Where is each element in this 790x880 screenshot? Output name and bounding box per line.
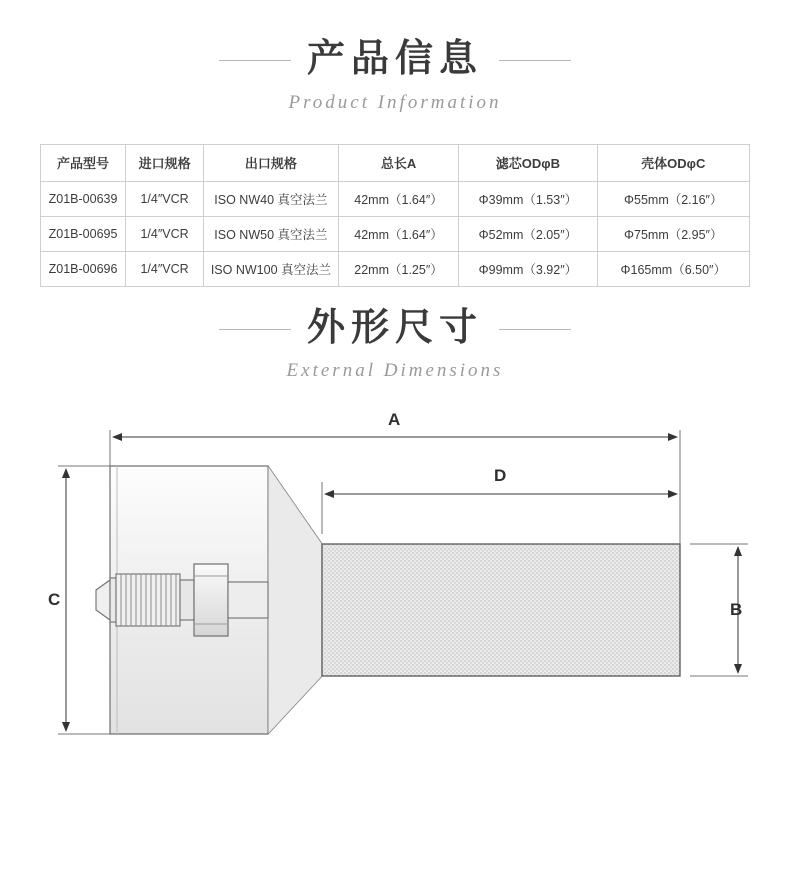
table-cell: Z01B-00696: [41, 251, 126, 286]
table-row: [41, 216, 750, 251]
table-cell: 22mm（1.25″）: [338, 251, 459, 286]
table-cell: Φ52mm（2.05″）: [459, 216, 597, 251]
dimension-label-c: C: [48, 590, 61, 610]
dimension-label-a: A: [388, 410, 401, 430]
dimensions-title-en: External Dimensions: [286, 360, 504, 382]
table-row: [41, 181, 750, 216]
drawing-svg: [0, 404, 790, 784]
table-cell: 42mm（1.64″）: [338, 181, 459, 216]
table-cell: ISO NW40 真空法兰: [204, 181, 339, 216]
table-cell: Φ39mm（1.53″）: [459, 181, 597, 216]
table-cell: Φ75mm（2.95″）: [597, 216, 749, 251]
spec-table-wrapper: [40, 144, 750, 287]
table-header-cell: 壳体ODφC: [597, 144, 749, 181]
table-cell: Z01B-00695: [41, 216, 126, 251]
product-info-heading: [0, 0, 790, 114]
dimension-label-d: D: [494, 466, 507, 486]
table-cell: Z01B-00639: [41, 181, 126, 216]
table-header-cell: 进口规格: [126, 144, 204, 181]
table-cell: 42mm（1.64″）: [338, 216, 459, 251]
table-header-cell: 出口规格: [204, 144, 339, 181]
dimension-drawing: [0, 404, 790, 784]
table-header-cell: 总长A: [338, 144, 459, 181]
table-cell: Φ99mm（3.92″）: [459, 251, 597, 286]
filter-element: [322, 544, 680, 676]
table-cell: ISO NW50 真空法兰: [204, 216, 339, 251]
dimensions-title-cn: 外形尺寸: [306, 306, 483, 349]
table-header-row: [41, 144, 750, 181]
product-info-title-cn: 产品信息: [306, 38, 483, 80]
table-cell: Φ165mm（6.50″）: [597, 251, 749, 286]
table-cell: 1/4″VCR: [126, 251, 204, 286]
table-cell: Φ55mm（2.16″）: [597, 181, 749, 216]
product-info-title-en: Product Information: [288, 91, 502, 113]
table-header-cell: 滤芯ODφB: [459, 144, 597, 181]
spec-table: [40, 144, 750, 287]
table-cell: ISO NW100 真空法兰: [204, 251, 339, 286]
dimensions-heading: [0, 287, 790, 383]
table-cell: 1/4″VCR: [126, 216, 204, 251]
table-row: [41, 251, 750, 286]
dimension-label-b: B: [730, 600, 743, 620]
table-header-cell: 产品型号: [41, 144, 126, 181]
table-cell: 1/4″VCR: [126, 181, 204, 216]
